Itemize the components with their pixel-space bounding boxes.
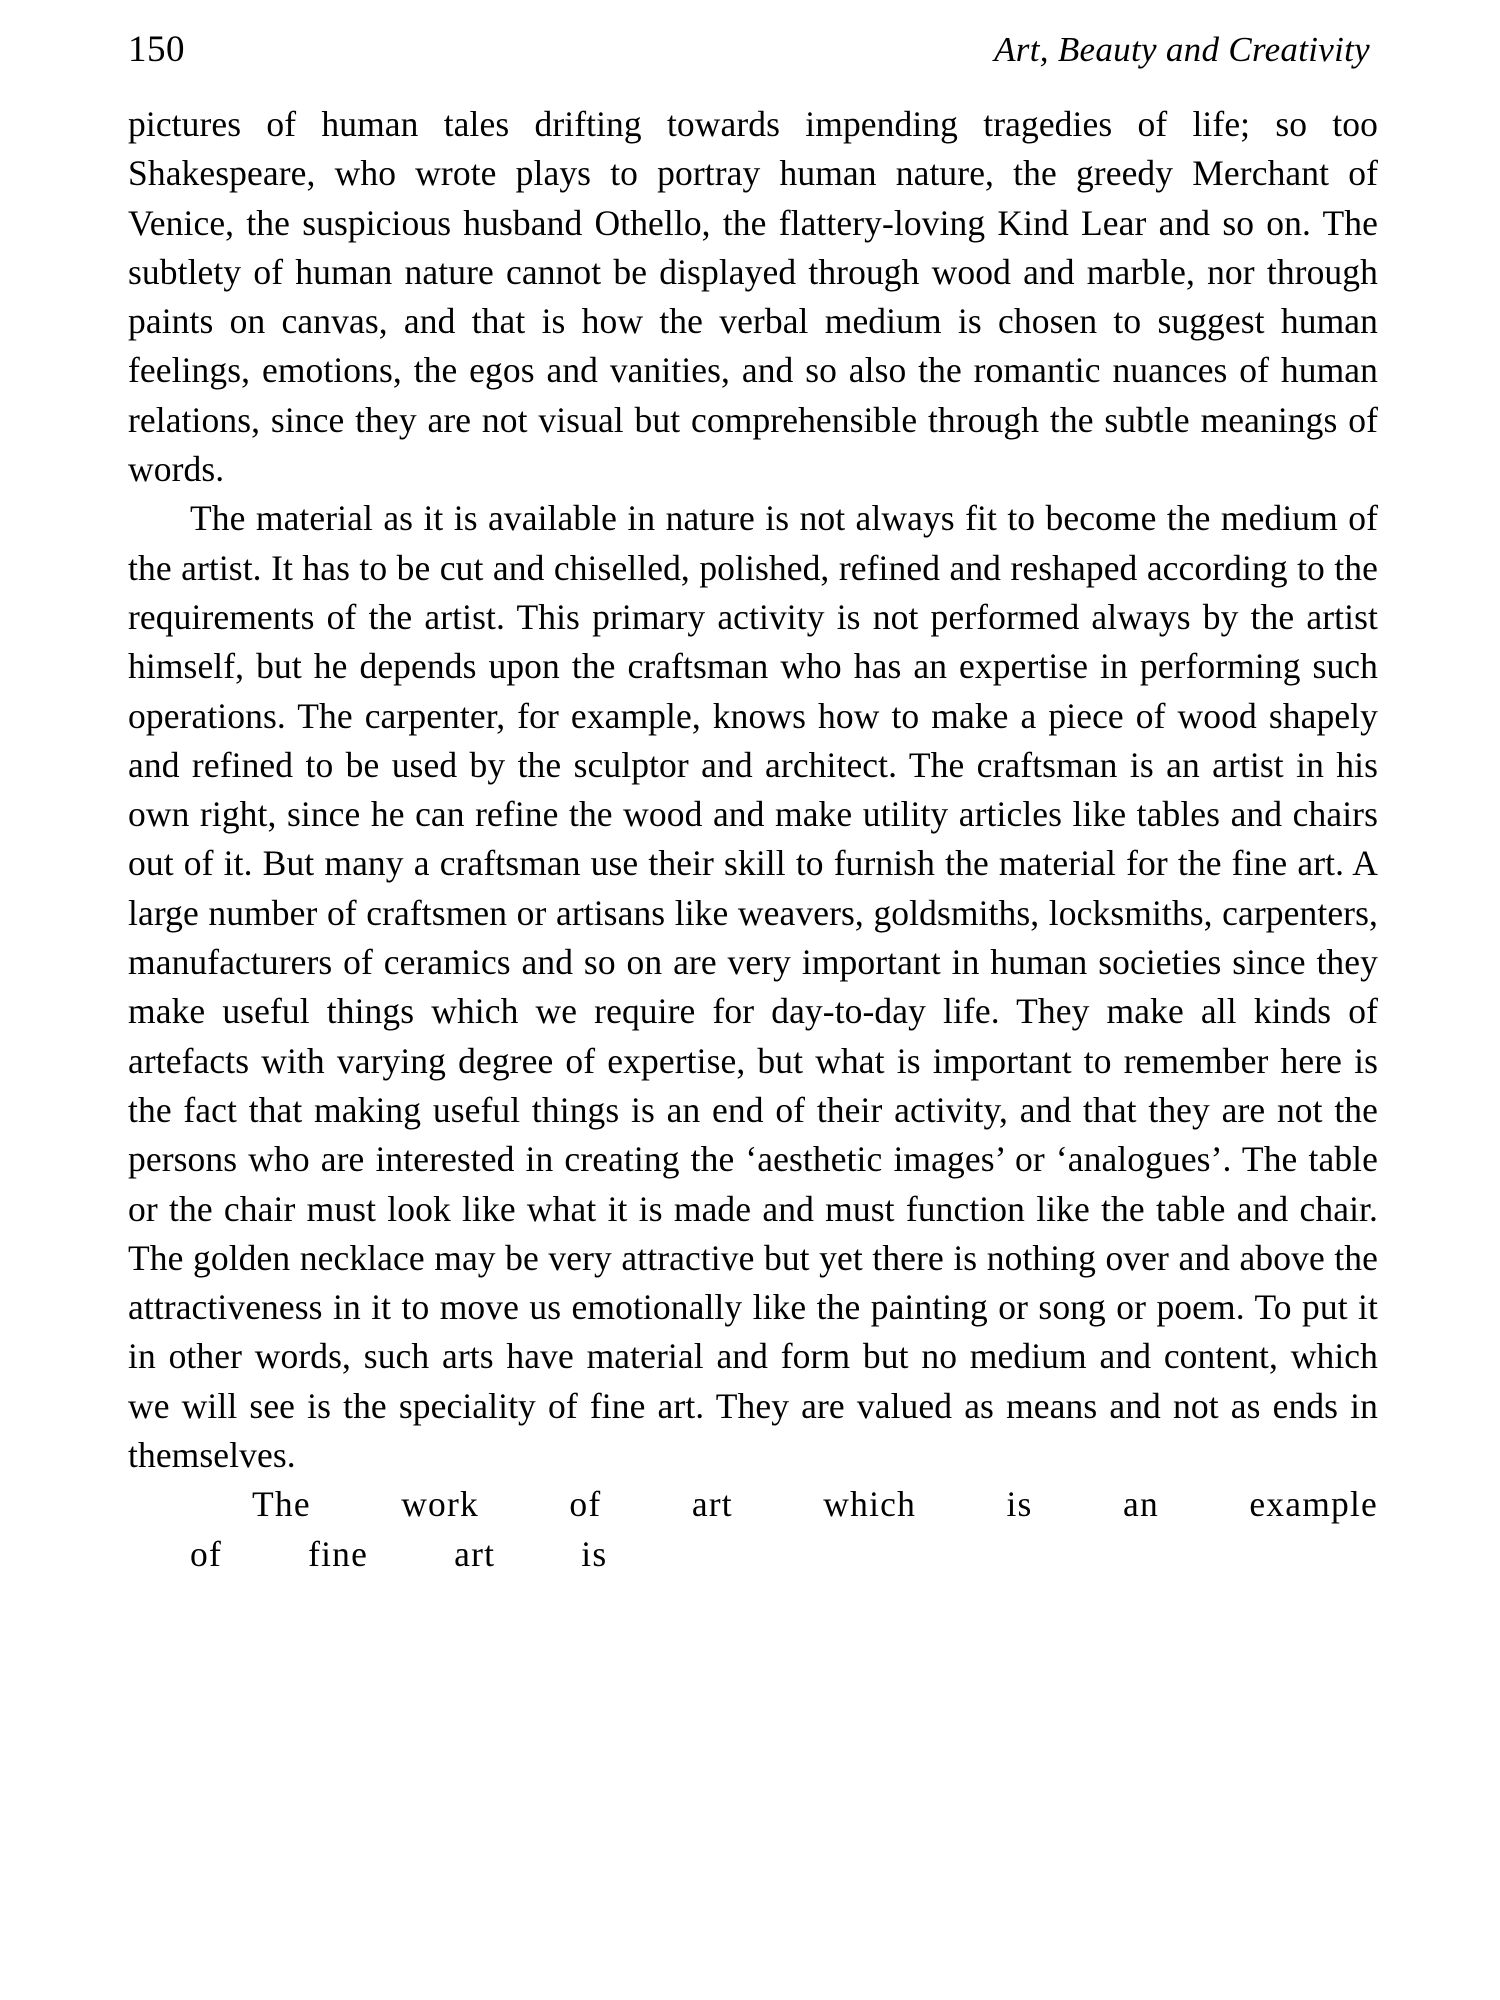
paragraph-1: pictures of human tales drifting towards impending tragedies of life; so too Shakespeare, who wrote plays to portray human nature, the greedy Merchant of Venice, the suspicious husband Othello, the flattery-loving Kind Lear and so on. The subtlety of human nature cannot be displayed through wood and marble, nor through paints on canvas, and that is how the verbal medium is chosen to suggest human feelings, emotions, the egos and vanities, and so also the romantic nuances of human relations, since they are not visual but comprehensible through the subtle meanings of words. — [128, 104, 1378, 490]
page-number: 150 — [128, 29, 185, 70]
running-title: Art, Beauty and Creativity — [994, 30, 1370, 69]
paragraph-3-text: The work of art which is an example of fine art is — [190, 1484, 1378, 1574]
paragraph-3-partial — [128, 1480, 1378, 1579]
body-text — [128, 100, 1378, 1579]
paragraph-2: The material as it is available in nature is not always fit to become the medium of the artist. It has to be cut and chiselled, polished, refined and reshaped according to the requirements of the artist. This primary activity is not performed always by the artist himself, but he depends upon the craftsman who has an expertise in performing such operations. The carpenter, for example, knows how to make a piece of wood shapely and refined to be used by the sculptor and architect. The craftsman is an artist in his own right, since he can refine the wood and make utility articles like tables and chairs out of it. But many a craftsman use their skill to furnish the material for the fine art. A large number of craftsmen or artisans like weavers, goldsmiths, locksmiths, carpenters, manufacturers of ceramics and so on are very important in human societies since they make useful things which we require for day-to-day life. They make all kinds of artefacts with varying degree of expertise, but what is important to remember here is the fact that making useful things is an end of their activity, and that they are not the persons who are interested in creating the ‘aesthetic images’ or ‘analogues’. The table or the chair must look like what it is made and must function like the table and chair. The golden necklace may be very attractive but yet there is nothing over and above the attractiveness in it to move us emotionally like the painting or song or poem. To put it in other words, such arts have material and form but no medium and content, which we will see is the speciality of fine art. They are valued as means and not as ends in themselves. — [128, 498, 1378, 1476]
page-header — [128, 28, 1370, 82]
